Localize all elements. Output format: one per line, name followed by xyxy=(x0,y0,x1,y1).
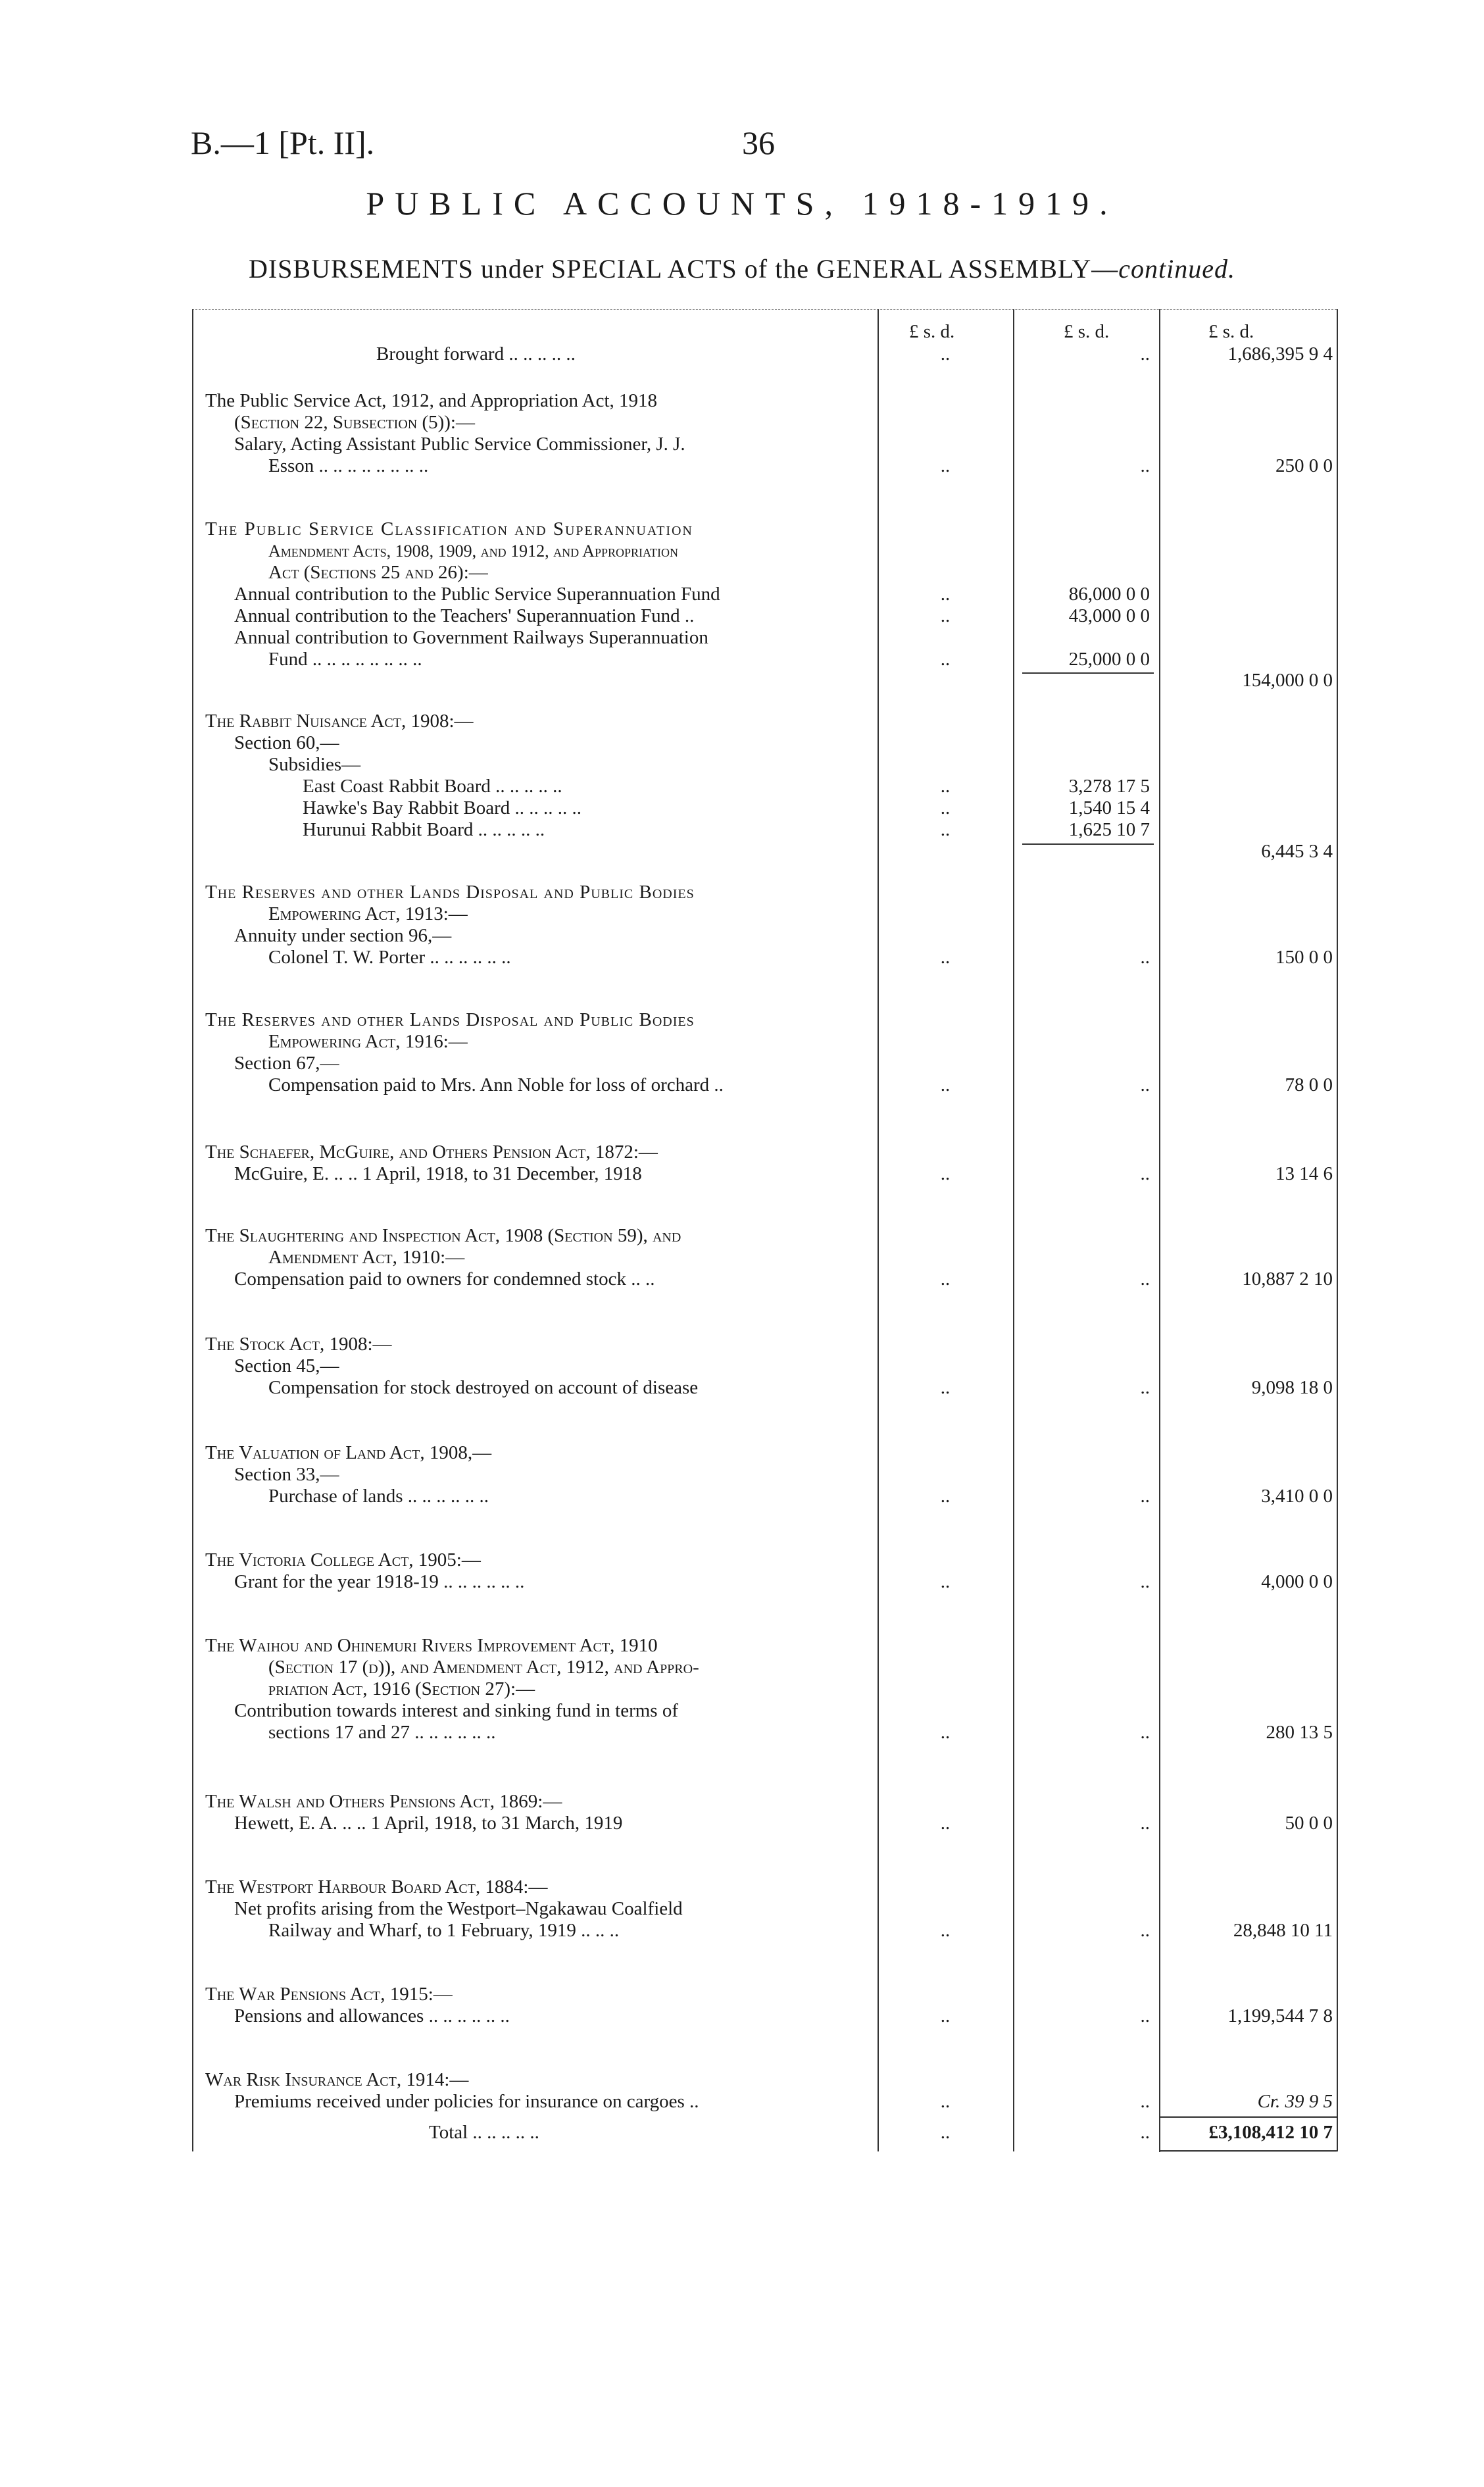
row-label: Annual contribution to the Teachers' Superannuation Fund .. xyxy=(234,605,695,626)
table-top-rule xyxy=(192,309,1337,310)
total-bottom-rule xyxy=(1159,2150,1337,2152)
section-title-text: The Stock Act, 1908:— xyxy=(205,1334,392,1355)
row-col3: 1,199,544 7 8 xyxy=(1227,2005,1333,2026)
row-col1: .. xyxy=(940,343,951,364)
section-title-text: (Section 22, Subsection (5)):— xyxy=(234,412,475,433)
row-col3: 13 14 6 xyxy=(1275,1163,1333,1184)
row-label: Brought forward .. .. .. .. .. xyxy=(376,343,576,364)
row-col3: 1,686,395 9 4 xyxy=(1227,343,1333,364)
row-label: Railway and Wharf, to 1 February, 1919 .. .. .. xyxy=(268,1920,620,1941)
row-col2: .. xyxy=(1140,1486,1150,1507)
row-col2: 1,625 10 7 xyxy=(1068,819,1150,840)
section-title-text: Act (Sections 25 and 26):— xyxy=(268,562,488,583)
row-label: Section 33,— xyxy=(234,1464,339,1485)
row-col1: .. xyxy=(940,819,951,840)
row-col2: .. xyxy=(1140,1377,1150,1398)
section-title-text: (Section 17 (d)), and Amendment Act, 1912, and Appro- xyxy=(268,1657,699,1678)
row-col2: .. xyxy=(1140,1813,1150,1834)
section-title-text: Empowering Act, 1916:— xyxy=(268,1031,468,1052)
subtotal-rule xyxy=(1022,672,1154,674)
row-label: Grant for the year 1918-19 .. .. .. .. .. .. xyxy=(234,1571,525,1592)
row-col3: 4,000 0 0 xyxy=(1261,1571,1333,1592)
row-col3: Cr. 39 9 5 xyxy=(1257,2091,1333,2112)
row-col2: .. xyxy=(1140,1920,1150,1941)
row-label: Compensation paid to owners for condemned stock .. .. xyxy=(234,1269,655,1290)
row-col3: 154,000 0 0 xyxy=(1242,670,1333,691)
row-col3: 280 13 5 xyxy=(1266,1722,1333,1743)
row-label: Salary, Acting Assistant Public Service Commissioner, J. J. xyxy=(234,434,685,455)
page-reference: B.—1 [Pt. II]. xyxy=(191,124,375,161)
row-label: Fund .. .. .. .. .. .. .. .. xyxy=(268,649,422,670)
row-col1: .. xyxy=(940,2091,951,2112)
row-label: McGuire, E. .. .. 1 April, 1918, to 31 December, 1918 xyxy=(234,1163,642,1184)
section-title-text: Amendment Acts, 1908, 1909, and 1912, and Appropriation xyxy=(268,541,678,561)
column-rule-1 xyxy=(878,309,879,2151)
row-label: Section 67,— xyxy=(234,1053,339,1074)
row-col3: 9,098 18 0 xyxy=(1251,1377,1333,1398)
row-col1: .. xyxy=(940,455,951,476)
row-label: Compensation for stock destroyed on account of disease xyxy=(268,1377,699,1398)
row-col3: 78 0 0 xyxy=(1285,1074,1333,1095)
row-label: Purchase of lands .. .. .. .. .. .. xyxy=(268,1486,489,1507)
row-col2: 25,000 0 0 xyxy=(1068,649,1150,670)
row-col2: .. xyxy=(1140,2091,1150,2112)
section-title-text: War Risk Insurance Act, 1914:— xyxy=(205,2069,469,2090)
column-rule-3 xyxy=(1159,309,1160,2151)
row-label: Annual contribution to Government Railways Superannuation xyxy=(234,627,708,648)
subtitle-main: DISBURSEMENTS under SPECIAL ACTS of the GENERAL ASSEMBLY— xyxy=(248,254,1119,284)
section-title-text: The Reserves and other Lands Disposal and Public Bodies xyxy=(205,882,695,903)
section-title-text: The War Pensions Act, 1915:— xyxy=(205,1984,453,2005)
row-col1: .. xyxy=(940,2005,951,2026)
column-rule-4 xyxy=(1337,309,1338,2151)
row-col1: .. xyxy=(940,2122,951,2143)
row-col3: 6,445 3 4 xyxy=(1261,841,1333,862)
section-title-text: The Waihou and Ohinemuri Rivers Improvement Act, 1910 xyxy=(205,1635,658,1656)
row-label: Net profits arising from the Westport–Ngakawau Coalfield xyxy=(234,1898,683,1919)
page-number: 36 xyxy=(742,124,775,161)
row-col2: 43,000 0 0 xyxy=(1068,605,1150,626)
row-col2: 86,000 0 0 xyxy=(1068,584,1150,605)
row-label: Subsidies— xyxy=(268,754,361,775)
column-header-3: £ s. d. xyxy=(1208,321,1254,342)
subtitle-continued: continued. xyxy=(1118,254,1236,284)
section-title-text: The Slaughtering and Inspection Act, 1908 (Section 59), and xyxy=(205,1225,681,1246)
row-label: East Coast Rabbit Board .. .. .. .. .. xyxy=(303,776,562,797)
column-header-2: £ s. d. xyxy=(1064,321,1110,342)
row-label: Section 45,— xyxy=(234,1355,339,1376)
row-label: Contribution towards interest and sinking fund in terms of xyxy=(234,1700,678,1721)
row-col2: .. xyxy=(1140,1571,1150,1592)
row-label: sections 17 and 27 .. .. .. .. .. .. xyxy=(268,1722,496,1743)
row-col2: .. xyxy=(1140,1163,1150,1184)
section-title-text: The Valuation of Land Act, 1908,— xyxy=(205,1442,492,1463)
row-col3: £3,108,412 10 7 xyxy=(1208,2122,1333,2143)
row-col1: .. xyxy=(940,1269,951,1290)
row-col2: .. xyxy=(1140,2005,1150,2026)
row-col1: .. xyxy=(940,1377,951,1398)
column-header-1: £ s. d. xyxy=(909,321,955,342)
row-label: Esson .. .. .. .. .. .. .. .. xyxy=(268,455,429,476)
row-col2: .. xyxy=(1140,1074,1150,1095)
row-col2: .. xyxy=(1140,343,1150,364)
row-col1: .. xyxy=(940,947,951,968)
row-col1: .. xyxy=(940,1571,951,1592)
row-col2: .. xyxy=(1140,2122,1150,2143)
page-title: PUBLIC ACCOUNTS, 1918-1919. xyxy=(366,185,1118,222)
row-col1: .. xyxy=(940,1163,951,1184)
subtotal-rule xyxy=(1022,843,1154,845)
row-label: Annuity under section 96,— xyxy=(234,925,452,946)
row-col2: .. xyxy=(1140,1269,1150,1290)
row-label: Premiums received under policies for insurance on cargoes .. xyxy=(234,2091,699,2112)
section-title-text: The Walsh and Others Pensions Act, 1869:— xyxy=(205,1791,562,1812)
section-title-text: Amendment Act, 1910:— xyxy=(268,1247,465,1268)
section-title-text: The Public Service Classification and Superannuation xyxy=(205,518,693,540)
row-label: Compensation paid to Mrs. Ann Noble for loss of orchard .. xyxy=(268,1074,724,1095)
section-title-text: Empowering Act, 1913:— xyxy=(268,903,468,924)
row-col3: 28,848 10 11 xyxy=(1233,1920,1333,1941)
section-title-text: The Public Service Act, 1912, and Appropriation Act, 1918 xyxy=(205,390,658,411)
row-label: Hurunui Rabbit Board .. .. .. .. .. xyxy=(303,819,545,840)
table-left-rule xyxy=(192,309,193,2151)
column-rule-2 xyxy=(1013,309,1014,2151)
section-title-text: The Schaefer, McGuire, and Others Pension Act, 1872:— xyxy=(205,1142,658,1163)
row-col3: 3,410 0 0 xyxy=(1261,1486,1333,1507)
row-col3: 10,887 2 10 xyxy=(1242,1269,1333,1290)
row-col2: .. xyxy=(1140,1722,1150,1743)
row-label: Hewett, E. A. .. .. 1 April, 1918, to 31 March, 1919 xyxy=(234,1813,623,1834)
row-col1: .. xyxy=(940,605,951,626)
row-label: Section 60,— xyxy=(234,732,339,753)
row-col1: .. xyxy=(940,1722,951,1743)
section-title-text: The Victoria College Act, 1905:— xyxy=(205,1549,481,1570)
section-title-text: The Westport Harbour Board Act, 1884:— xyxy=(205,1876,548,1897)
row-label: Colonel T. W. Porter .. .. .. .. .. .. xyxy=(268,947,511,968)
row-col3: 50 0 0 xyxy=(1285,1813,1333,1834)
section-title-text: priation Act, 1916 (Section 27):— xyxy=(268,1678,535,1699)
row-col2: .. xyxy=(1140,947,1150,968)
row-col3: 150 0 0 xyxy=(1275,947,1333,968)
row-label: Pensions and allowances .. .. .. .. .. .. xyxy=(234,2005,510,2026)
row-col3: 250 0 0 xyxy=(1275,455,1333,476)
row-label: Total .. .. .. .. .. xyxy=(429,2122,539,2143)
row-label: Annual contribution to the Public Service Superannuation Fund xyxy=(234,584,720,605)
row-col2: .. xyxy=(1140,455,1150,476)
row-col1: .. xyxy=(940,1074,951,1095)
row-col1: .. xyxy=(940,776,951,797)
section-title-text: The Rabbit Nuisance Act, 1908:— xyxy=(205,711,474,732)
row-col1: .. xyxy=(940,649,951,670)
row-col2: 1,540 15 4 xyxy=(1068,797,1150,818)
total-top-rule xyxy=(1159,2116,1337,2118)
row-col1: .. xyxy=(940,1920,951,1941)
disbursements-table xyxy=(192,309,1337,2151)
row-col2: 3,278 17 5 xyxy=(1068,776,1150,797)
row-col1: .. xyxy=(940,1486,951,1507)
section-title-text: The Reserves and other Lands Disposal and Public Bodies xyxy=(205,1009,695,1030)
row-col1: .. xyxy=(940,1813,951,1834)
row-col1: .. xyxy=(940,797,951,818)
row-label: Hawke's Bay Rabbit Board .. .. .. .. .. xyxy=(303,797,582,818)
row-col1: .. xyxy=(940,584,951,605)
page-subtitle xyxy=(0,253,1484,284)
